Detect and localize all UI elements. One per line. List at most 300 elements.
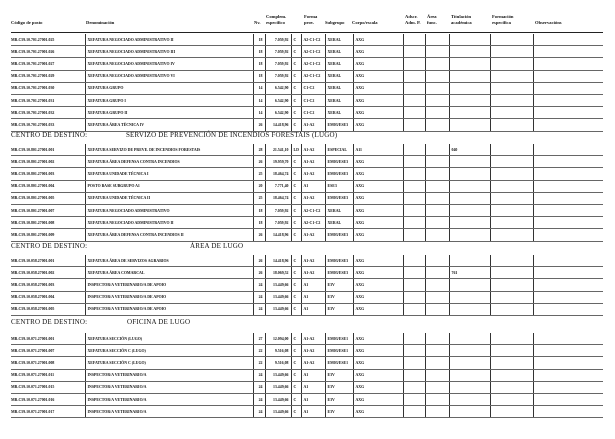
- cell-code: MR.C59.10.701.27001.031: [11, 94, 85, 106]
- cell-name: XEFATURA ÁREA TÉCNICA IV: [85, 119, 253, 131]
- cell-titul: [425, 119, 449, 131]
- cell-adscr: AXG: [353, 357, 403, 369]
- cell-subgroup: A1-A2: [301, 156, 325, 168]
- cell-adscr: AXG: [353, 119, 403, 131]
- cell-titul: [425, 46, 449, 58]
- cell-subgroup: A1-A2: [301, 192, 325, 204]
- cell-form: [449, 180, 490, 192]
- cell-comp: 21.541,10: [265, 144, 291, 156]
- cell-code: MR.C59.10.801.27001.008: [11, 217, 85, 229]
- col-complemento: Complem.: [266, 14, 287, 19]
- cell-form: [449, 119, 490, 131]
- col-nivel: Nv.: [254, 20, 261, 25]
- cell-subgroup: A1-A2: [301, 267, 325, 279]
- cell-name: XEFATURA NEGOCIADO ADMINISTRATIVO II: [85, 34, 253, 46]
- cell-subgroup: A2-C1-C2: [301, 217, 325, 229]
- cell-adscr: AXG: [353, 333, 403, 345]
- cell-prov: C: [291, 303, 301, 315]
- col-denominacion: Denominación: [86, 20, 115, 25]
- cell-empty: [490, 255, 533, 267]
- cell-corpo: EM03/ESE3: [325, 119, 353, 131]
- cell-name: XEFATURA NEGOCIADO ADMINISTRATIVO: [85, 204, 253, 216]
- cell-titul: [425, 229, 449, 241]
- cell-form: [449, 204, 490, 216]
- table-row: [11, 180, 603, 192]
- cell-name: XEFATURA SECCIÓN C (LUGO): [85, 345, 253, 357]
- cell-corpo: EM03/ESE3: [325, 168, 353, 180]
- cell-adscr: AXG: [353, 82, 403, 94]
- cell-code: MR.C59.10.801.27001.003: [11, 168, 85, 180]
- cell-corpo: E3V: [325, 393, 353, 405]
- cell-corpo: EM03/ESE3: [325, 267, 353, 279]
- col-provision: prov.: [304, 20, 314, 25]
- cell-code: MR.C59.10.701.27001.032: [11, 107, 85, 119]
- cell-form: [449, 34, 490, 46]
- cell-form: [449, 279, 490, 291]
- cell-subgroup: A1: [301, 393, 325, 405]
- cell-name: XEFATURA NEGOCIADO ADMINISTRATIVO IV: [85, 58, 253, 70]
- cell-level: 28: [253, 144, 265, 156]
- cell-corpo: XERAL: [325, 204, 353, 216]
- cell-level: 14: [253, 82, 265, 94]
- cell-corpo: E3V: [325, 369, 353, 381]
- cell-adscr: AXG: [353, 255, 403, 267]
- col-academica: académica: [451, 20, 472, 25]
- cell-titul: [425, 144, 449, 156]
- cell-name: XEFATURA NEGOCIADO ADMINISTRATIVO III: [85, 46, 253, 58]
- cell-name: XEFATURA GRUPO II: [85, 107, 253, 119]
- cell-area: [403, 229, 425, 241]
- cell-adscr: AXG: [353, 369, 403, 381]
- cell-comp: 7.059,92: [265, 58, 291, 70]
- cell-empty: [533, 381, 603, 393]
- section-label: CENTRO DE DESTINO:: [11, 131, 88, 139]
- cell-adscr: AXG: [353, 345, 403, 357]
- cell-area: [403, 333, 425, 345]
- cell-prov: C: [291, 357, 301, 369]
- cell-adscr: AXG: [353, 107, 403, 119]
- cell-name: XEFATURA ÁREA DEFENSA CONTRA INCENDIOS II: [85, 229, 253, 241]
- cell-empty: [490, 267, 533, 279]
- cell-comp: 14.418,96: [265, 229, 291, 241]
- cell-titul: [425, 267, 449, 279]
- table-row: [11, 119, 603, 131]
- cell-level: 18: [253, 58, 265, 70]
- cell-subgroup: A2-C1-C2: [301, 58, 325, 70]
- cell-comp: 13.449,66: [265, 303, 291, 315]
- cell-area: [403, 217, 425, 229]
- col-subgrupo: Subgrupo: [325, 20, 345, 25]
- col-formacion-especifica: específica: [492, 20, 511, 25]
- cell-comp: 7.059,92: [265, 46, 291, 58]
- col-especifico: específico: [266, 20, 285, 25]
- cell-level: 14: [253, 107, 265, 119]
- section-header-3: [11, 318, 190, 326]
- cell-form: [449, 406, 490, 418]
- cell-empty: [533, 46, 603, 58]
- cell-area: [403, 94, 425, 106]
- cell-corpo: E3V: [325, 406, 353, 418]
- cell-prov: C: [291, 393, 301, 405]
- cell-adscr: AXG: [353, 303, 403, 315]
- cell-adscr: AXG: [353, 168, 403, 180]
- cell-form: [449, 303, 490, 315]
- table-section-1: [11, 144, 603, 242]
- cell-subgroup: A1-A2: [301, 345, 325, 357]
- cell-comp: 9.516,08: [265, 345, 291, 357]
- cell-area: [403, 119, 425, 131]
- cell-area: [403, 393, 425, 405]
- cell-empty: [490, 357, 533, 369]
- cell-name: INSPECTOR/A VETERINARIO/A: [85, 393, 253, 405]
- cell-comp: 7.059,92: [265, 217, 291, 229]
- cell-comp: 12.094,00: [265, 333, 291, 345]
- cell-name: XEFATURA SECCIÓN (LUGO): [85, 333, 253, 345]
- cell-level: 18: [253, 46, 265, 58]
- cell-comp: 6.542,90: [265, 94, 291, 106]
- cell-titul: [425, 180, 449, 192]
- cell-prov: C: [291, 58, 301, 70]
- cell-code: MR.C59.10.801.27001.004: [11, 180, 85, 192]
- cell-empty: [533, 345, 603, 357]
- cell-name: XEFATURA ÁREA COMARCAL: [85, 267, 253, 279]
- cell-titul: [425, 333, 449, 345]
- cell-adscr: AXG: [353, 156, 403, 168]
- cell-empty: [533, 393, 603, 405]
- cell-prov: C: [291, 107, 301, 119]
- cell-area: [403, 369, 425, 381]
- cell-code: MR.C59.10.071.27001.001: [11, 333, 85, 345]
- cell-corpo: XERAL: [325, 94, 353, 106]
- cell-comp: 7.059,92: [265, 70, 291, 82]
- col-area: Área: [427, 14, 437, 19]
- cell-corpo: XERAL: [325, 70, 353, 82]
- table-row: [11, 58, 603, 70]
- cell-subgroup: A2-C1-C2: [301, 46, 325, 58]
- cell-name: INSPECTOR/A VETERINARIO/A: [85, 369, 253, 381]
- cell-comp: 9.516,08: [265, 357, 291, 369]
- cell-empty: [490, 333, 533, 345]
- cell-level: 26: [253, 255, 265, 267]
- cell-prov: C: [291, 229, 301, 241]
- cell-empty: [490, 393, 533, 405]
- cell-subgroup: A1-A2: [301, 357, 325, 369]
- cell-corpo: XERAL: [325, 58, 353, 70]
- cell-subgroup: A1-A2: [301, 119, 325, 131]
- section-header-1: [11, 131, 337, 139]
- cell-subgroup: A1-A2: [301, 168, 325, 180]
- cell-area: [403, 144, 425, 156]
- cell-titul: [425, 107, 449, 119]
- cell-code: MR.C59.10.071.27001.015: [11, 381, 85, 393]
- cell-corpo: EM03/ESE3: [325, 255, 353, 267]
- cell-area: [403, 345, 425, 357]
- cell-subgroup: A1: [301, 406, 325, 418]
- cell-corpo: XERAL: [325, 107, 353, 119]
- cell-empty: [490, 229, 533, 241]
- cell-empty: [533, 107, 603, 119]
- cell-form: [449, 46, 490, 58]
- cell-level: 24: [253, 406, 265, 418]
- cell-code: MR.C59.10.071.27001.017: [11, 406, 85, 418]
- cell-corpo: XERAL: [325, 34, 353, 46]
- cell-form: [449, 333, 490, 345]
- col-codigo: Código de posto: [11, 20, 43, 25]
- cell-area: [403, 267, 425, 279]
- cell-area: [403, 406, 425, 418]
- table-row: [11, 70, 603, 82]
- cell-corpo: ESE3: [325, 180, 353, 192]
- table-row: [11, 94, 603, 106]
- cell-subgroup: A1: [301, 369, 325, 381]
- cell-empty: [533, 70, 603, 82]
- cell-corpo: ESPECIAL: [325, 144, 353, 156]
- cell-level: 24: [253, 303, 265, 315]
- cell-empty: [490, 82, 533, 94]
- col-adm: Adm. P.: [405, 20, 421, 25]
- cell-code: MR.C59.10.071.27001.011: [11, 369, 85, 381]
- cell-corpo: E3V: [325, 381, 353, 393]
- section-label: CENTRO DE DESTINO:: [11, 318, 88, 326]
- cell-empty: [533, 267, 603, 279]
- cell-titul: [425, 381, 449, 393]
- cell-form: [449, 94, 490, 106]
- cell-corpo: EM03/ESE1: [325, 357, 353, 369]
- table-section-3: [11, 333, 603, 418]
- cell-corpo: XERAL: [325, 46, 353, 58]
- cell-empty: [533, 144, 603, 156]
- cell-code: MR.C59.10.058.27001.004: [11, 291, 85, 303]
- cell-code: MR.C59.10.801.27001.005: [11, 192, 85, 204]
- col-func: func.: [427, 20, 437, 25]
- col-corpo: Corpo/escala: [352, 20, 378, 25]
- table-row: [11, 393, 603, 405]
- cell-empty: [490, 58, 533, 70]
- cell-form: [449, 168, 490, 180]
- cell-comp: 13.449,66: [265, 393, 291, 405]
- cell-prov: C: [291, 255, 301, 267]
- cell-area: [403, 70, 425, 82]
- cell-form: [449, 217, 490, 229]
- cell-level: 25: [253, 168, 265, 180]
- cell-level: 22: [253, 345, 265, 357]
- cell-adscr: AXG: [353, 229, 403, 241]
- cell-adscr: AXG: [353, 46, 403, 58]
- cell-comp: 13.449,66: [265, 291, 291, 303]
- cell-level: 18: [253, 70, 265, 82]
- cell-comp: 14.418,96: [265, 255, 291, 267]
- cell-empty: [533, 303, 603, 315]
- cell-empty: [533, 229, 603, 241]
- cell-prov: C: [291, 204, 301, 216]
- cell-comp: 13.449,66: [265, 369, 291, 381]
- table-row: [11, 144, 603, 156]
- cell-area: [403, 357, 425, 369]
- cell-area: [403, 255, 425, 267]
- cell-empty: [533, 204, 603, 216]
- cell-adscr: AXG: [353, 192, 403, 204]
- col-adscripcion: Adscr.: [405, 14, 418, 19]
- table-row: [11, 46, 603, 58]
- cell-subgroup: A2-C1-C2: [301, 34, 325, 46]
- cell-level: 26: [253, 229, 265, 241]
- cell-adscr: AXG: [353, 94, 403, 106]
- cell-empty: [490, 345, 533, 357]
- cell-subgroup: A1-A2: [301, 144, 325, 156]
- cell-prov: C: [291, 82, 301, 94]
- header-divider: [11, 32, 603, 33]
- cell-level: 26: [253, 267, 265, 279]
- cell-name: INSPECTOR/A VETERINARIO/A: [85, 406, 253, 418]
- cell-form: [449, 192, 490, 204]
- cell-form: [449, 58, 490, 70]
- cell-prov: C: [291, 381, 301, 393]
- cell-empty: [490, 180, 533, 192]
- cell-form: [449, 70, 490, 82]
- cell-corpo: E3V: [325, 291, 353, 303]
- cell-subgroup: A1-A2: [301, 333, 325, 345]
- cell-titul: [425, 217, 449, 229]
- table-row: [11, 34, 603, 46]
- cell-code: MR.C59.10.801.27001.009: [11, 229, 85, 241]
- cell-subgroup: A1: [301, 180, 325, 192]
- cell-level: 24: [253, 393, 265, 405]
- cell-subgroup: A1: [301, 291, 325, 303]
- cell-titul: [425, 34, 449, 46]
- cell-adscr: AXG: [353, 406, 403, 418]
- cell-name: XEFATURA ÁREA DEFENSA CONTRA INCENDIOS: [85, 156, 253, 168]
- cell-code: MR.C59.10.071.27001.016: [11, 393, 85, 405]
- cell-area: [403, 279, 425, 291]
- cell-corpo: EM03/ESE3: [325, 229, 353, 241]
- cell-prov: C: [291, 168, 301, 180]
- cell-corpo: EM03/ESE3: [325, 156, 353, 168]
- cell-subgroup: A2-C1-C2: [301, 70, 325, 82]
- cell-code: MR.C59.10.801.27001.002: [11, 156, 85, 168]
- cell-form: [449, 291, 490, 303]
- cell-titul: [425, 393, 449, 405]
- cell-prov: C: [291, 70, 301, 82]
- cell-empty: [533, 82, 603, 94]
- cell-adscr: A11: [353, 144, 403, 156]
- section-title: OFICINA DE LUGO: [126, 318, 191, 326]
- cell-prov: C: [291, 46, 301, 58]
- cell-code: MR.C59.10.701.27001.033: [11, 119, 85, 131]
- cell-code: MR.C59.10.701.27001.026: [11, 46, 85, 58]
- cell-empty: [533, 369, 603, 381]
- cell-adscr: AXG: [353, 217, 403, 229]
- cell-adscr: AXG: [353, 279, 403, 291]
- cell-prov: C: [291, 333, 301, 345]
- table-row: [11, 381, 603, 393]
- cell-titul: [425, 70, 449, 82]
- cell-titul: [425, 279, 449, 291]
- table-row: [11, 107, 603, 119]
- cell-empty: [533, 357, 603, 369]
- cell-name: XEFATURA GRUPO: [85, 82, 253, 94]
- cell-code: MR.C59.10.701.27001.027: [11, 58, 85, 70]
- cell-name: INSPECTOR/A VETERINARIO/A DE APOIO: [85, 303, 253, 315]
- cell-empty: [533, 168, 603, 180]
- cell-corpo: E3V: [325, 279, 353, 291]
- cell-empty: [533, 192, 603, 204]
- cell-area: [403, 180, 425, 192]
- col-observacions: Observacións: [535, 20, 562, 25]
- cell-code: MR.C59.10.801.27001.007: [11, 204, 85, 216]
- cell-adscr: AXG: [353, 381, 403, 393]
- cell-name: XEFATURA SERVIZO DE PREVE. DE INCENDIOS FORESTAIS: [85, 144, 253, 156]
- table-row: [11, 291, 603, 303]
- cell-code: MR.C59.10.071.27001.008: [11, 357, 85, 369]
- cell-empty: [533, 406, 603, 418]
- cell-level: 24: [253, 369, 265, 381]
- cell-comp: 18.069,52: [265, 267, 291, 279]
- table-row: [11, 357, 603, 369]
- cell-subgroup: A2-C1-C2: [301, 204, 325, 216]
- table-row: [11, 369, 603, 381]
- cell-prov: C: [291, 156, 301, 168]
- cell-adscr: AXG: [353, 180, 403, 192]
- cell-empty: [490, 303, 533, 315]
- cell-comp: 7.059,92: [265, 34, 291, 46]
- cell-empty: [490, 204, 533, 216]
- cell-area: [403, 291, 425, 303]
- table-row: [11, 406, 603, 418]
- cell-titul: [425, 255, 449, 267]
- cell-adscr: AXG: [353, 267, 403, 279]
- cell-prov: C: [291, 369, 301, 381]
- cell-empty: [490, 46, 533, 58]
- cell-adscr: AXG: [353, 58, 403, 70]
- cell-empty: [490, 168, 533, 180]
- cell-comp: 6.542,90: [265, 82, 291, 94]
- cell-level: 20: [253, 180, 265, 192]
- cell-code: MR.C59.10.701.27001.025: [11, 34, 85, 46]
- cell-titul: [425, 192, 449, 204]
- cell-comp: 18.464,74: [265, 192, 291, 204]
- cell-code: MR.C59.10.058.27001.005: [11, 303, 85, 315]
- cell-comp: 6.542,90: [265, 107, 291, 119]
- cell-titul: [425, 156, 449, 168]
- cell-prov: C: [291, 119, 301, 131]
- cell-form: 040: [449, 144, 490, 156]
- cell-titul: [425, 82, 449, 94]
- cell-empty: [533, 291, 603, 303]
- table-row: [11, 168, 603, 180]
- column-header: [0, 14, 615, 32]
- cell-empty: [533, 255, 603, 267]
- cell-empty: [490, 279, 533, 291]
- cell-titul: [425, 369, 449, 381]
- table-row: [11, 279, 603, 291]
- cell-name: XEFATURA SECCIÓN C (LUGO): [85, 357, 253, 369]
- cell-level: 26: [253, 119, 265, 131]
- cell-titul: [425, 94, 449, 106]
- cell-prov: C: [291, 345, 301, 357]
- table-row: [11, 192, 603, 204]
- table-row: [11, 217, 603, 229]
- cell-form: [449, 107, 490, 119]
- cell-level: 27: [253, 333, 265, 345]
- table-row: [11, 345, 603, 357]
- cell-level: 24: [253, 279, 265, 291]
- cell-form: [449, 369, 490, 381]
- cell-comp: 18.464,74: [265, 168, 291, 180]
- cell-level: 26: [253, 156, 265, 168]
- cell-titul: [425, 58, 449, 70]
- cell-code: MR.C59.10.701.27001.030: [11, 82, 85, 94]
- cell-corpo: EM03/ESE3: [325, 192, 353, 204]
